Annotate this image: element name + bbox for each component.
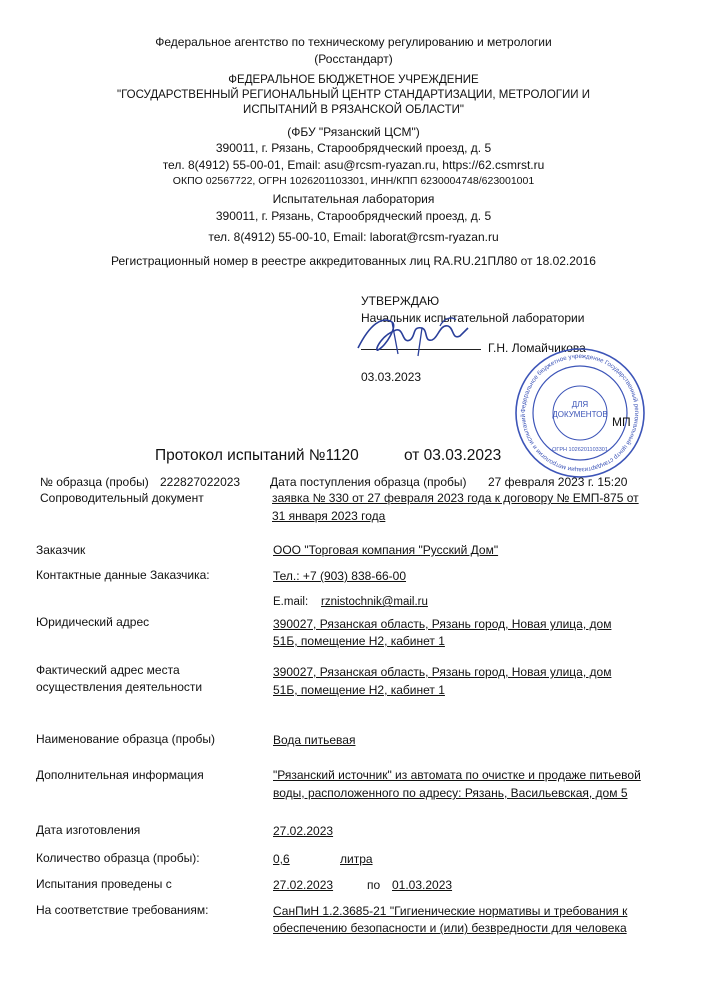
approve-label: УТВЕРЖДАЮ: [361, 294, 440, 308]
actual-address-line2: 51Б, помещение Н2, кабинет 1: [273, 683, 445, 697]
quantity-unit: литра: [340, 852, 373, 866]
production-date-label: Дата изготовления: [36, 823, 141, 837]
tests-from-date: 27.02.2023: [273, 878, 334, 892]
lab-address: 390011, г. Рязань, Старообрядческий проезд, д. 5: [215, 209, 492, 223]
institution-address: 390011, г. Рязань, Старообрядческий проезд, д. 5: [215, 141, 492, 155]
institution-contacts: тел. 8(4912) 55-00-01, Email: asu@rcsm-ryazan.ru, https://62.csmrst.ru: [162, 158, 545, 172]
customer-value: ООО "Торговая компания "Русский Дом": [273, 543, 499, 557]
receipt-date-value: 27 февраля 2023 г. 15:20: [488, 475, 628, 489]
institution-type: ФЕДЕРАЛЬНОЕ БЮДЖЕТНОЕ УЧРЕЖДЕНИЕ: [228, 74, 479, 86]
institution-name-line2: ИСПЫТАНИЙ В РЯЗАНСКОЙ ОБЛАСТИ": [243, 104, 464, 116]
protocol-title: Протокол испытаний №1120: [155, 447, 359, 464]
receipt-date-label: Дата поступления образца (пробы): [270, 475, 467, 489]
seal-mark: МП: [612, 415, 631, 429]
customer-email-value: rznistochnik@mail.ru: [321, 596, 428, 608]
lab-title: Испытательная лаборатория: [272, 192, 435, 206]
requirements-line2: обеспечению безопасности и (или) безвредности для человека: [273, 921, 627, 935]
customer-contacts-label: Контактные данные Заказчика:: [36, 568, 210, 582]
quantity-label: Количество образца (пробы):: [36, 851, 200, 865]
sample-number-label: № образца (пробы): [40, 475, 149, 489]
approver-position: Начальник испытательной лаборатории: [361, 311, 585, 325]
accompanying-doc-value-line2: 31 января 2023 года: [272, 509, 386, 523]
institution-codes: ОКПО 02567722, ОГРН 1026201103301, ИНН/КПП 6230004748/623001001: [172, 175, 535, 187]
customer-label: Заказчик: [36, 543, 86, 557]
accompanying-doc-label: Сопроводительный документ: [40, 491, 204, 505]
quantity-value: 0,6: [273, 852, 290, 866]
svg-text:ДЛЯ: ДЛЯ: [571, 400, 589, 409]
extra-info-line1: "Рязанский источник" из автомата по очистке и продаже питьевой: [273, 768, 641, 782]
tests-period-po: по: [367, 878, 381, 892]
actual-address-label-line1: Фактический адрес места: [36, 663, 180, 677]
svg-text:ОГРН 1026201103301: ОГРН 1026201103301: [552, 447, 608, 453]
lab-contacts: тел. 8(4912) 55-00-10, Email: laborat@rcsm-ryazan.ru: [208, 230, 499, 244]
protocol-date: от 03.03.2023: [404, 447, 502, 464]
extra-info-line2: воды, расположенного по адресу: Рязань, Васильевская, дом 5: [273, 786, 628, 800]
approval-date: 03.03.2023: [361, 370, 422, 384]
customer-email-label: E.mail:: [273, 596, 309, 608]
sample-name-value: Вода питьевая: [273, 733, 356, 747]
customer-phone: Тел.: +7 (903) 838-66-00: [273, 569, 407, 583]
registry-number: Регистрационный номер в реестре аккредитованных лиц RA.RU.21ПЛ80 от 18.02.2016: [111, 254, 596, 268]
extra-info-label: Дополнительная информация: [36, 768, 204, 782]
requirements-label: На соответствие требованиям:: [36, 903, 209, 917]
legal-address-line1: 390027, Рязанская область, Рязань город, Новая улица, дом: [273, 617, 612, 631]
seal-stamp: [510, 343, 650, 483]
production-date-value: 27.02.2023: [273, 824, 334, 838]
svg-text:ДОКУМЕНТОВ: ДОКУМЕНТОВ: [552, 410, 608, 419]
legal-address-label: Юридический адрес: [36, 615, 150, 629]
svg-text:Федеральное бюджетное учрежден: Федеральное бюджетное учреждение Государственный региональный центр стандартизации метрологии и испытаний: [519, 352, 641, 474]
sample-name-label: Наименование образца (пробы): [36, 732, 215, 746]
requirements-line1: СанПиН 1.2.3685-21 "Гигиенические нормативы и требования к: [273, 904, 628, 918]
signature-image: [352, 306, 472, 358]
agency-short: (Росстандарт): [314, 52, 393, 66]
institution-name-line1: "ГОСУДАРСТВЕННЫЙ РЕГИОНАЛЬНЫЙ ЦЕНТР СТАНДАРТИЗАЦИИ, МЕТРОЛОГИИ И: [117, 89, 590, 101]
institution-short: (ФБУ "Рязанский ЦСМ"): [287, 125, 420, 139]
approver-name: Г.Н. Ломайчикова: [488, 341, 586, 355]
sample-number-value: 222827022023: [160, 475, 241, 489]
tests-period-label: Испытания проведены с: [36, 877, 172, 891]
legal-address-line2: 51Б, помещение Н2, кабинет 1: [273, 634, 445, 648]
tests-to-date: 01.03.2023: [392, 878, 453, 892]
actual-address-line1: 390027, Рязанская область, Рязань город, Новая улица, дом: [273, 665, 612, 679]
actual-address-label-line2: осуществления деятельности: [36, 680, 203, 694]
agency-name: Федеральное агентство по техническому регулированию и метрологии: [155, 35, 552, 49]
accompanying-doc-value-line1: заявка № 330 от 27 февраля 2023 года к договору № ЕМП-875 от: [272, 491, 639, 505]
